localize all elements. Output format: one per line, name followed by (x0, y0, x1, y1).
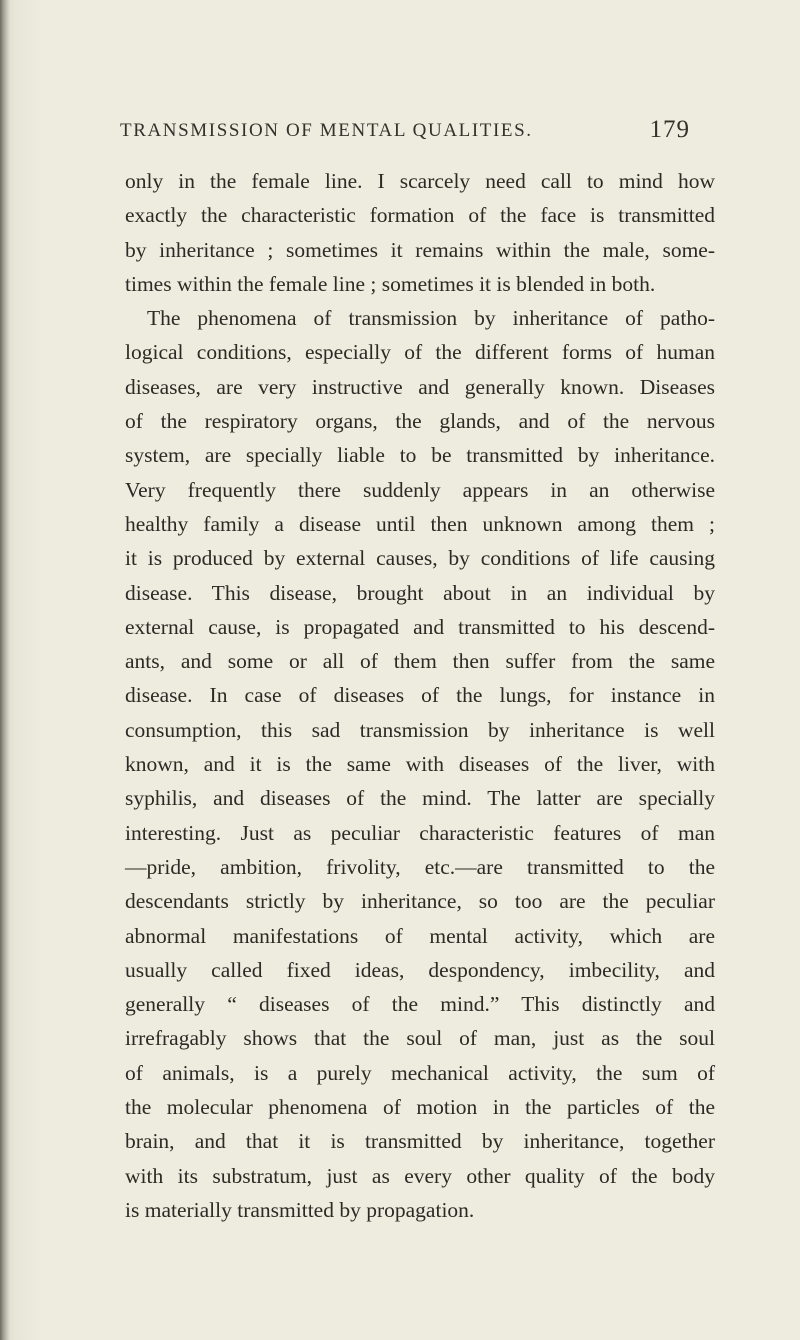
text-line: healthy family a disease until then unknown among them ; (125, 511, 715, 536)
text-line: system, are specially liable to be transmitted by inheritance. (125, 443, 715, 468)
text-line: interesting. Just as peculiar characteristic features of man (125, 820, 715, 845)
text-line: times within the female line ; sometimes it is blended in both. (125, 271, 656, 296)
text-line: —pride, ambition, frivolity, etc.—are transmitted to the (125, 854, 715, 879)
text-line: logical conditions, especially of the different forms of human (125, 340, 715, 365)
text-line: diseases, are very instructive and generally known. Diseases (125, 374, 715, 399)
running-title: TRANSMISSION OF MENTAL QUALITIES. (120, 120, 533, 141)
page-header (120, 116, 690, 150)
text-line: only in the female line. I scarcely need call to mind how (125, 169, 715, 193)
page-number: 179 (649, 116, 690, 143)
text-line: by inheritance ; sometimes it remains within the male, some- (125, 237, 715, 262)
text-line: The phenomena of transmission by inheritance of patho- (147, 306, 715, 331)
text-line: external cause, is propagated and transmitted to his descend- (125, 614, 715, 639)
text-line: is materially transmitted by propagation. (125, 1197, 475, 1222)
text-line: brain, and that it is transmitted by inheritance, together (125, 1129, 715, 1154)
text-line: descendants strictly by inheritance, so too are the peculiar (125, 889, 715, 914)
body-text (125, 164, 715, 1227)
text-line: exactly the characteristic formation of the face is transmitted (125, 203, 715, 228)
text-line: it is produced by external causes, by conditions of life causing (125, 546, 715, 571)
text-line: usually called fixed ideas, despondency, imbecility, and (125, 957, 715, 982)
text-line: of the respiratory organs, the glands, and of the nervous (125, 409, 715, 434)
text-line: consumption, this sad transmission by inheritance is well (125, 717, 715, 742)
text-line: irrefragably shows that the soul of man, just as the soul (125, 1026, 715, 1051)
page-edge (0, 0, 10, 1340)
text-line: ants, and some or all of them then suffer from the same (125, 649, 715, 674)
text-line: known, and it is the same with diseases of the liver, with (125, 752, 715, 777)
text-line: disease. In case of diseases of the lungs, for instance in (125, 683, 715, 708)
text-line: with its substratum, just as every other quality of the body (125, 1163, 715, 1188)
text-line: disease. This disease, brought about in an individual by (125, 580, 715, 605)
text-line: of animals, is a purely mechanical activity, the sum of (125, 1060, 715, 1085)
text-line: abnormal manifestations of mental activity, which are (125, 923, 715, 948)
text-line: syphilis, and diseases of the mind. The latter are specially (125, 786, 715, 811)
text-line: generally “ diseases of the mind.” This distinctly and (125, 992, 715, 1017)
text-line: Very frequently there suddenly appears in an otherwise (125, 477, 715, 502)
text-line: the molecular phenomena of motion in the particles of the (125, 1095, 715, 1120)
